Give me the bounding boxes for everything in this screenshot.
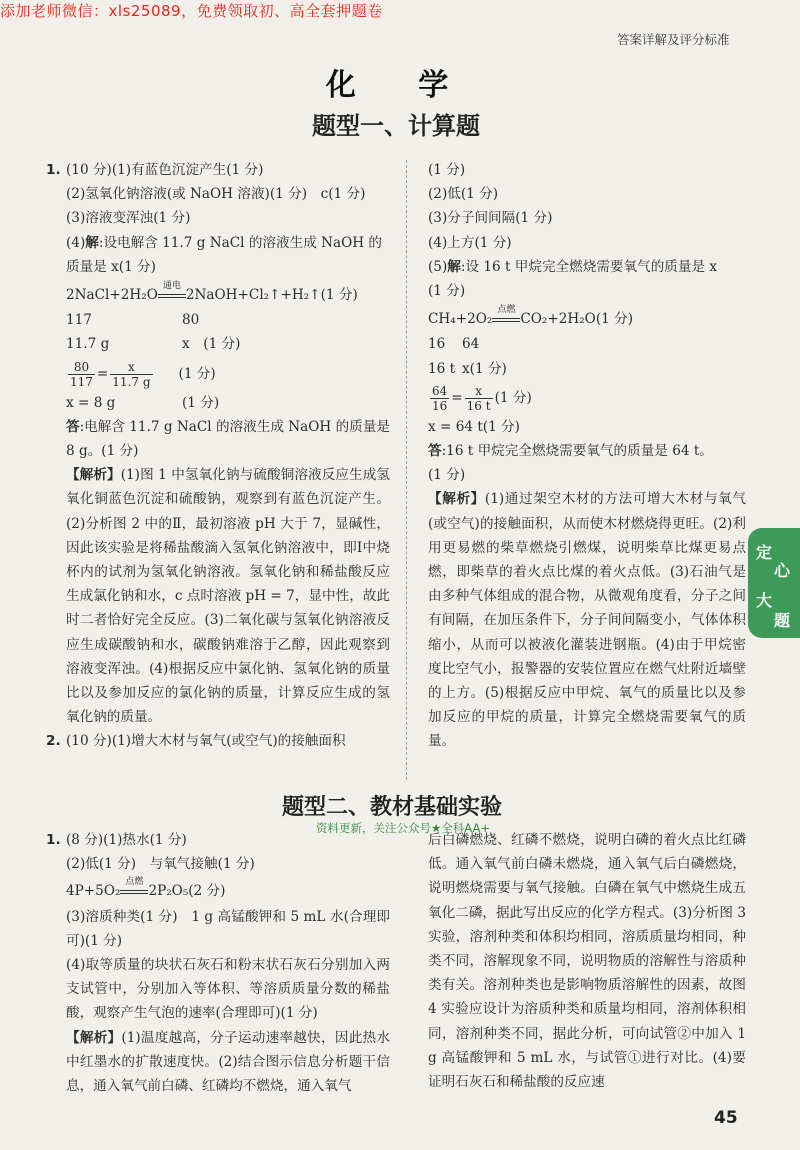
chemical-equation [50, 879, 390, 904]
answer-line: (1 分) [428, 162, 466, 178]
answer-line [428, 439, 746, 463]
fraction [110, 360, 152, 389]
solution-label: 解 [85, 234, 99, 251]
analysis-label: 【解析】 [66, 467, 121, 484]
reaction-condition [158, 281, 186, 308]
chemical-equation [428, 307, 746, 332]
line-part: (4) [66, 234, 86, 251]
equation-products: 2NaOH+Cl₂↑+H₂↑(1 分) [185, 287, 358, 304]
result-row: x = 64 t(1 分) [428, 418, 520, 435]
answer-line: 质量是 x(1 分) [66, 258, 156, 275]
denominator: 16 [432, 398, 448, 413]
mass-value: 64 [462, 336, 480, 353]
tab-char: 大 [756, 591, 773, 610]
answer-label: 答 [66, 418, 80, 435]
mass-value: 11.7 g [66, 336, 110, 353]
proportion-row: $\frac{64}{16}$ = $\frac{x}{16 t}$ (1 分) [432, 383, 532, 413]
mass-ratio-row [50, 332, 390, 356]
line-part: (8 分)(1)热水(1 分) [66, 832, 187, 848]
question-number: 1. [46, 832, 61, 848]
numerator: 80 [68, 360, 95, 375]
denominator: 117 [70, 374, 93, 389]
answer-line: (2)氢氧化钠溶液(或 NaOH 溶液)(1 分) c(1 分) [66, 186, 366, 203]
answer-line [46, 729, 390, 753]
line-part: (5) [428, 258, 448, 275]
score: (1 分) [178, 365, 216, 382]
experiment-question-1-block [46, 828, 390, 1098]
condition-label: 点燃 [125, 877, 144, 888]
chemical-equation [50, 283, 390, 308]
tab-char: 心 [774, 561, 791, 580]
reaction-condition [492, 305, 520, 332]
mass-value: 16 [428, 336, 446, 353]
analysis-text: (1)图 1 中氢氧化钠与硫酸铜溶液反应生成氢氧化铜蓝色沉淀和硫酸钠，观察到有蓝色沉淀产生。(2)分析图 2 中的Ⅱ，最初溶液 pH 大于 7，显碱性，因此该实验是将稀盐酸滴入氢氧化钠溶液中，即Ⅰ中烧杯内的试剂为氢氧化钠溶液。氢氧化钠和稀盐酸反应生成氯化钠和水，c 点时溶液 pH = 7，显中性，故此时二者恰好完全反应。(3)二氧化碳与氢氧化钠溶液反应生成碳酸钠和水，碳酸钠难溶于乙醇，因此观察到溶液变浑浊。(4)根据反应中氯化钠、氢氧化钠的质量比以及参加反应的氯化钠的质量，计算反应生成的氢氧化钠的质量。 [66, 467, 391, 726]
question-number: 2. [46, 733, 61, 750]
analysis-paragraph [50, 1026, 390, 1099]
section-title-basic-experiments: 题型二、教材基础实验 [282, 795, 503, 820]
line-part: :电解含 11.7 g NaCl 的溶液生成 NaOH 的质量是 [79, 418, 390, 435]
answer-line: (2)低(1 分) 与氧气接触(1 分) [66, 856, 255, 873]
equation-products: 2P₂O₅(2 分) [148, 883, 226, 900]
mass-value: 16 t [428, 360, 456, 377]
mass-value: 80 [182, 312, 200, 329]
section-title-calculation: 题型一、计算题 [312, 112, 480, 140]
answer-line: (1 分) [428, 283, 466, 300]
answer-line: (3)溶液变浑浊(1 分) [66, 210, 191, 227]
analysis-text: (1)温度越高，分子运动速率越快，因此热水中红墨水的扩散速度快。(2)结合图示信息分析题干信息，通入氧气前白磷、红磷均不燃烧，通入氧气 [66, 1029, 390, 1095]
page-number: 45 [714, 1108, 738, 1128]
mass-value: x (1 分) [182, 336, 241, 353]
denominator: 11.7 g [112, 374, 151, 389]
line-part: (10 分)(1)增大木材与氧气(或空气)的接触面积 [66, 733, 346, 750]
score: (1 分) [182, 394, 220, 411]
tab-char: 题 [774, 611, 791, 630]
page-title: 化 学 [325, 68, 475, 103]
answer-line: (4)上方(1 分) [428, 234, 512, 251]
numerator: x [110, 360, 152, 375]
equation-reactants: CH₄+2O₂ [428, 311, 493, 328]
answer-line: (3)分子间间隔(1 分) [428, 210, 553, 227]
analysis-text: (1)通过架空木材的方法可增大木材与氧气(或空气)的接触面积，从而使木材燃烧得更旺。(2)利用更易燃的柴草燃烧引燃煤，说明柴草比煤更易点燃，即柴草的着火点比煤的着火点低。(3)石油气是由多种气体组成的混合物，从微观角度看，分子之间有间隔，在加压条件下，分子间间隔变小，气体体积缩小，从而可以被液化灌装进钢瓶。(4)由于甲烷密度比空气小，报警器的安装位置应在燃气灶附近墙壁的上方。(5)根据反应中甲烷、氧气的质量比以及参加反应的甲烷的质量，计算完全燃烧需要氧气的质量。 [428, 491, 746, 750]
question-1-block [46, 158, 391, 754]
answer-line: (10 分)(1)有蓝色沉淀产生(1 分) [66, 162, 264, 178]
equation-products: CO₂+2H₂O(1 分) [520, 311, 633, 328]
condition-label: 通电 [162, 281, 181, 292]
fraction [465, 384, 493, 413]
answer-line: (1 分) [428, 467, 466, 484]
solution-label: 解 [447, 258, 461, 275]
watermark-text: 添加老师微信：xls25089，免费领取初、高全套押题卷 [0, 2, 383, 20]
question-number: 1. [46, 162, 61, 178]
condition-label: 点燃 [497, 305, 516, 316]
analysis-paragraph [50, 463, 390, 729]
mass-ratio-row [428, 357, 746, 381]
fraction [430, 384, 449, 413]
result-value: x = 8 g [66, 394, 116, 411]
fraction [68, 360, 95, 389]
analysis-label: 【解析】 [66, 1029, 122, 1046]
mass-ratio-row [50, 308, 390, 332]
question-2-block [428, 158, 746, 754]
line-part: :16 t 甲烷完全燃烧需要氧气的质量是 64 t。 [441, 443, 713, 460]
answer-line: (2)低(1 分) [428, 186, 499, 203]
line-part: :设 16 t 甲烷完全燃烧需要氧气的质量是 x [460, 258, 718, 275]
score: (1 分) [494, 389, 532, 406]
column-divider [406, 160, 407, 780]
equation-reactants: 2NaCl+2H₂O [66, 287, 158, 304]
tab-char: 定 [756, 543, 773, 562]
equation-reactants: 4P+5O₂ [66, 883, 121, 900]
proportion-row: $\frac{80}{117}$ = $\frac{x}{11.7 g}$ (1 分) [70, 359, 216, 389]
answer-line [50, 415, 390, 439]
answer-line [50, 231, 390, 255]
mass-value: 117 [66, 312, 92, 329]
running-header: 答案详解及评分标准 [617, 32, 730, 47]
answer-line: 8 g。(1 分) [66, 443, 139, 460]
mass-value: x(1 分) [462, 360, 507, 377]
analysis-label: 【解析】 [428, 491, 485, 508]
answer-line [428, 255, 746, 279]
denominator: 16 t [466, 398, 491, 413]
result-row [50, 391, 390, 415]
reaction-condition [120, 877, 148, 904]
answer-paragraph: (3)溶质种类(1 分) 1 g 高锰酸钾和 5 mL 水(合理即可)(1 分) [66, 908, 390, 949]
numerator: 64 [432, 383, 448, 398]
experiment-question-1-continued [428, 828, 746, 1094]
answer-label: 答 [428, 443, 442, 460]
analysis-paragraph [428, 487, 746, 753]
promo-text: 资料更新，关注公众号★全科AA+ [316, 821, 490, 835]
answer-paragraph: (4)取等质量的块状石灰石和粉末状石灰石分别加入两支试管中，分别加入等体积、等溶质质量分数的稀盐酸，观察产生气泡的速率(合理即可)(1 分) [66, 957, 390, 1022]
mass-ratio-row [428, 332, 746, 356]
chapter-side-tab [748, 528, 800, 638]
numerator: x [465, 384, 493, 399]
analysis-paragraph: 后白磷燃烧、红磷不燃烧，说明白磷的着火点比红磷低。通入氧气前白磷未燃烧，通入氧气后白磷燃烧，说明燃烧需要与氧气接触。白磷在氧气中燃烧生成五氧化二磷，据此写出反应的化学方程式。(3)分析图 3 实验，溶剂种类和体积均相同，溶质质量均相同，种类不同，溶解现象不同，说明物质的溶解性与溶质种类有关。溶剂种类也是影响物质溶解性的因素，故图 4 实验应设计为溶质种类和质量均相同，溶剂体积相同，溶剂种类不同，据此分析，可向试管②中加入 1 g 高锰酸钾和 5 mL 水，与试管①进行对比。(4)要证明石灰石和稀盐酸的反应速 [428, 832, 746, 1091]
line-part: :设电解含 11.7 g NaCl 的溶液生成 NaOH 的 [98, 234, 383, 251]
